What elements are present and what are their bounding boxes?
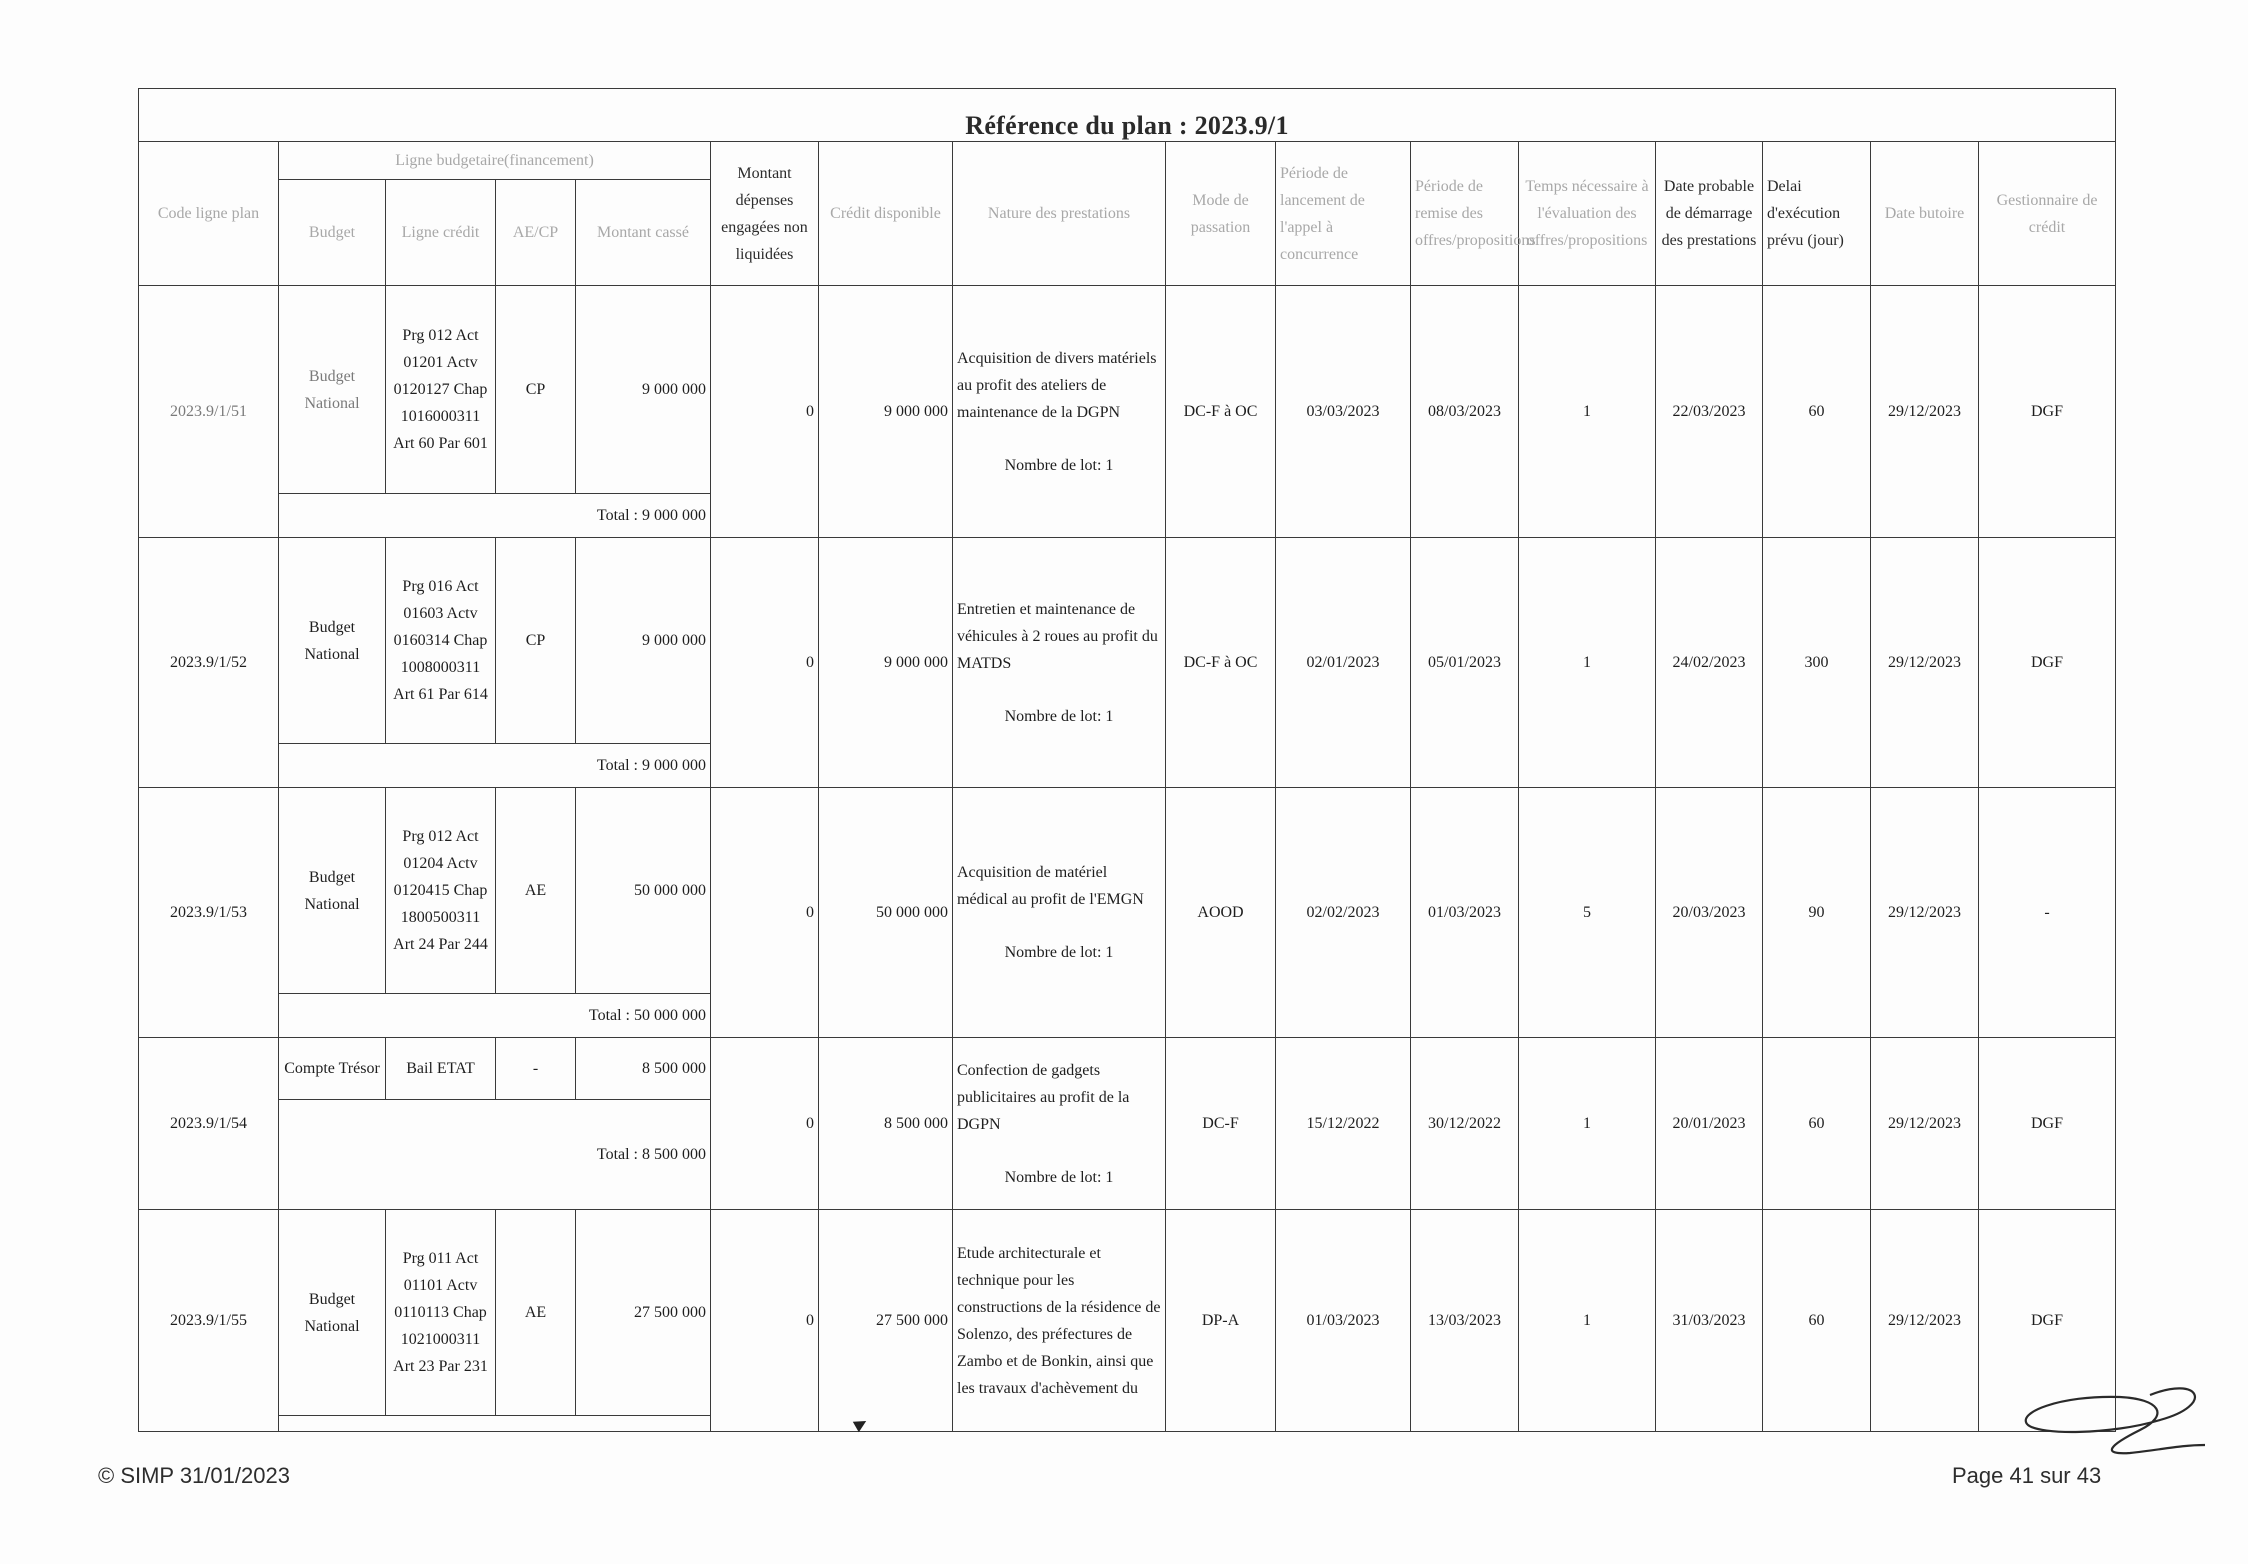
- header-mode: Mode de passation: [1166, 142, 1276, 286]
- total-cell: Total : 9 000 000: [279, 744, 711, 788]
- nature-text: Confection de gadgets publicitaires au profit de la DGPN: [957, 1061, 1130, 1133]
- lot-count: Nombre de lot: 1: [1004, 707, 1114, 725]
- lot-count: Nombre de lot: 1: [1004, 944, 1114, 961]
- date-butoire-cell: 29/12/2023: [1871, 788, 1979, 1038]
- budget-cell: Compte Trésor: [279, 1038, 386, 1100]
- header-date-demarrage: Date probable de démarrage des prestations: [1656, 142, 1763, 286]
- table-row: [139, 1038, 2116, 1100]
- delai-cell: 300: [1763, 538, 1871, 788]
- mode-cell: DC-F: [1166, 1038, 1276, 1210]
- credit-disponible-cell: 9 000 000: [819, 286, 953, 538]
- header-temps-evaluation: Temps nécessaire à l'évaluation des offres/propositions: [1519, 142, 1656, 286]
- header-periode-lancement: Période de lancement de l'appel à concurrence: [1276, 142, 1411, 286]
- code-cell: 2023.9/1/51: [139, 286, 279, 538]
- credit-disponible-cell: 50 000 000: [819, 788, 953, 1038]
- header-gestionnaire: Gestionnaire de crédit: [1979, 142, 2116, 286]
- nature-text: Acquisition de divers matériels au profit des ateliers de maintenance de la DGPN: [957, 349, 1157, 421]
- ae-cp-cell: CP: [496, 538, 576, 744]
- ae-cp-cell: -: [496, 1038, 576, 1100]
- table-row: [139, 788, 2116, 994]
- periode-lancement-cell: 02/01/2023: [1276, 538, 1411, 788]
- date-demarrage-cell: 24/02/2023: [1656, 538, 1763, 788]
- montant-depenses-cell: 0: [711, 286, 819, 538]
- mode-cell: DC-F à OC: [1166, 538, 1276, 788]
- nature-text: Acquisition de matériel médical au profit de l'EMGN: [957, 864, 1144, 908]
- budget-cell: Budget National: [279, 538, 386, 744]
- lot-count: Nombre de lot: 1: [1004, 1168, 1114, 1186]
- date-butoire-cell: 29/12/2023: [1871, 1210, 1979, 1432]
- header-nature: Nature des prestations: [953, 142, 1166, 286]
- header-ae-cp: AE/CP: [496, 180, 576, 286]
- date-demarrage-cell: 20/03/2023: [1656, 788, 1763, 1038]
- date-butoire-cell: 29/12/2023: [1871, 286, 1979, 538]
- footer-page-number: Page 41 sur 43: [1952, 1463, 2102, 1488]
- header-credit-disponible: Crédit disponible: [819, 142, 953, 286]
- periode-remise-cell: 01/03/2023: [1411, 788, 1519, 1038]
- ligne-credit-cell: Bail ETAT: [386, 1038, 496, 1100]
- nature-cell: [953, 1038, 1166, 1210]
- delai-cell: 60: [1763, 1038, 1871, 1210]
- header-montant-casse: Montant cassé: [576, 180, 711, 286]
- date-butoire-cell: 29/12/2023: [1871, 1038, 1979, 1210]
- mode-cell: DC-F à OC: [1166, 286, 1276, 538]
- code-cell: 2023.9/1/53: [139, 788, 279, 1038]
- periode-lancement-cell: 15/12/2022: [1276, 1038, 1411, 1210]
- periode-lancement-cell: 02/02/2023: [1276, 788, 1411, 1038]
- periode-remise-cell: 08/03/2023: [1411, 286, 1519, 538]
- mode-cell: AOOD: [1166, 788, 1276, 1038]
- footer-copyright: © SIMP 31/01/2023: [98, 1463, 290, 1488]
- gestionnaire-cell: DGF: [1979, 1210, 2116, 1432]
- temps-evaluation-cell: 5: [1519, 788, 1656, 1038]
- total-cell: [279, 1416, 711, 1432]
- gestionnaire-cell: DGF: [1979, 286, 2116, 538]
- periode-lancement-cell: 03/03/2023: [1276, 286, 1411, 538]
- code-cell: 2023.9/1/54: [139, 1038, 279, 1210]
- code-cell: 2023.9/1/55: [139, 1210, 279, 1432]
- ligne-credit-cell: Prg 012 Act 01201 Actv 0120127 Chap 1016000311 Art 60 Par 601: [386, 286, 496, 494]
- total-cell: Total : 9 000 000: [279, 494, 711, 538]
- ae-cp-cell: CP: [496, 286, 576, 494]
- signature-icon: [2000, 1375, 2210, 1465]
- date-demarrage-cell: 20/01/2023: [1656, 1038, 1763, 1210]
- header-montant-depenses: Montant dépenses engagées non liquidées: [711, 142, 819, 286]
- montant-depenses-cell: 0: [711, 538, 819, 788]
- budget-cell: Budget National: [279, 788, 386, 994]
- mode-cell: DP-A: [1166, 1210, 1276, 1432]
- header-periode-remise: Période de remise des offres/propositions: [1411, 142, 1519, 286]
- nature-text: Etude architecturale et technique pour les constructions de la résidence de Solenzo, des préfectures de Zambo et de Bonkin, ainsi que les travaux d'achèvement du: [957, 1244, 1161, 1397]
- header-code: Code ligne plan: [139, 142, 279, 286]
- date-butoire-cell: 29/12/2023: [1871, 538, 1979, 788]
- header-ligne-credit: Ligne crédit: [386, 180, 496, 286]
- nature-text: Entretien et maintenance de véhicules à 2 roues au profit du MATDS: [957, 600, 1158, 672]
- montant-depenses-cell: 0: [711, 1210, 819, 1432]
- ae-cp-cell: AE: [496, 788, 576, 994]
- table-row: [139, 538, 2116, 744]
- credit-disponible-cell: 27 500 000: [819, 1210, 953, 1432]
- periode-lancement-cell: 01/03/2023: [1276, 1210, 1411, 1432]
- periode-remise-cell: 13/03/2023: [1411, 1210, 1519, 1432]
- montant-casse-cell: 8 500 000: [576, 1038, 711, 1100]
- ligne-credit-cell: Prg 016 Act 01603 Actv 0160314 Chap 1008000311 Art 61 Par 614: [386, 538, 496, 744]
- budget-cell: Budget National: [279, 286, 386, 494]
- temps-evaluation-cell: 1: [1519, 1038, 1656, 1210]
- total-cell: Total : 8 500 000: [279, 1100, 711, 1210]
- procurement-plan-table: [138, 88, 2116, 1432]
- montant-casse-cell: 27 500 000: [576, 1210, 711, 1416]
- ligne-credit-cell: Prg 011 Act 01101 Actv 0110113 Chap 1021000311 Art 23 Par 231: [386, 1210, 496, 1416]
- gestionnaire-cell: DGF: [1979, 1038, 2116, 1210]
- periode-remise-cell: 30/12/2022: [1411, 1038, 1519, 1210]
- ae-cp-cell: AE: [496, 1210, 576, 1416]
- montant-casse-cell: 9 000 000: [576, 286, 711, 494]
- nature-cell: [953, 1210, 1166, 1432]
- temps-evaluation-cell: 1: [1519, 286, 1656, 538]
- plan-title-cell: [139, 89, 2116, 142]
- lot-count: Nombre de lot: 1: [1004, 456, 1114, 474]
- montant-casse-cell: 50 000 000: [576, 788, 711, 994]
- table-row: [139, 1210, 2116, 1416]
- gestionnaire-cell: -: [1979, 788, 2116, 1038]
- delai-cell: 60: [1763, 1210, 1871, 1432]
- montant-depenses-cell: 0: [711, 788, 819, 1038]
- header-date-butoire: Date butoire: [1871, 142, 1979, 286]
- header-ligne-budgetaire: Ligne budgetaire(financement): [279, 142, 711, 180]
- budget-cell: Budget National: [279, 1210, 386, 1416]
- nature-cell: [953, 286, 1166, 538]
- date-demarrage-cell: 22/03/2023: [1656, 286, 1763, 538]
- ligne-credit-cell: Prg 012 Act 01204 Actv 0120415 Chap 1800500311 Art 24 Par 244: [386, 788, 496, 994]
- header-budget: Budget: [279, 180, 386, 286]
- header-delai: Delai d'exécution prévu (jour): [1763, 142, 1871, 286]
- periode-remise-cell: 05/01/2023: [1411, 538, 1519, 788]
- nature-cell: [953, 538, 1166, 788]
- temps-evaluation-cell: 1: [1519, 538, 1656, 788]
- table-row: [139, 286, 2116, 494]
- temps-evaluation-cell: 1: [1519, 1210, 1656, 1432]
- nature-cell: [953, 788, 1166, 1038]
- code-cell: 2023.9/1/52: [139, 538, 279, 788]
- credit-disponible-cell: 8 500 000: [819, 1038, 953, 1210]
- delai-cell: 90: [1763, 788, 1871, 1038]
- plan-title: Référence du plan : 2023.9/1: [965, 110, 1289, 140]
- date-demarrage-cell: 31/03/2023: [1656, 1210, 1763, 1432]
- total-cell: Total : 50 000 000: [279, 994, 711, 1038]
- delai-cell: 60: [1763, 286, 1871, 538]
- montant-depenses-cell: 0: [711, 1038, 819, 1210]
- montant-casse-cell: 9 000 000: [576, 538, 711, 744]
- credit-disponible-cell: 9 000 000: [819, 538, 953, 788]
- gestionnaire-cell: DGF: [1979, 538, 2116, 788]
